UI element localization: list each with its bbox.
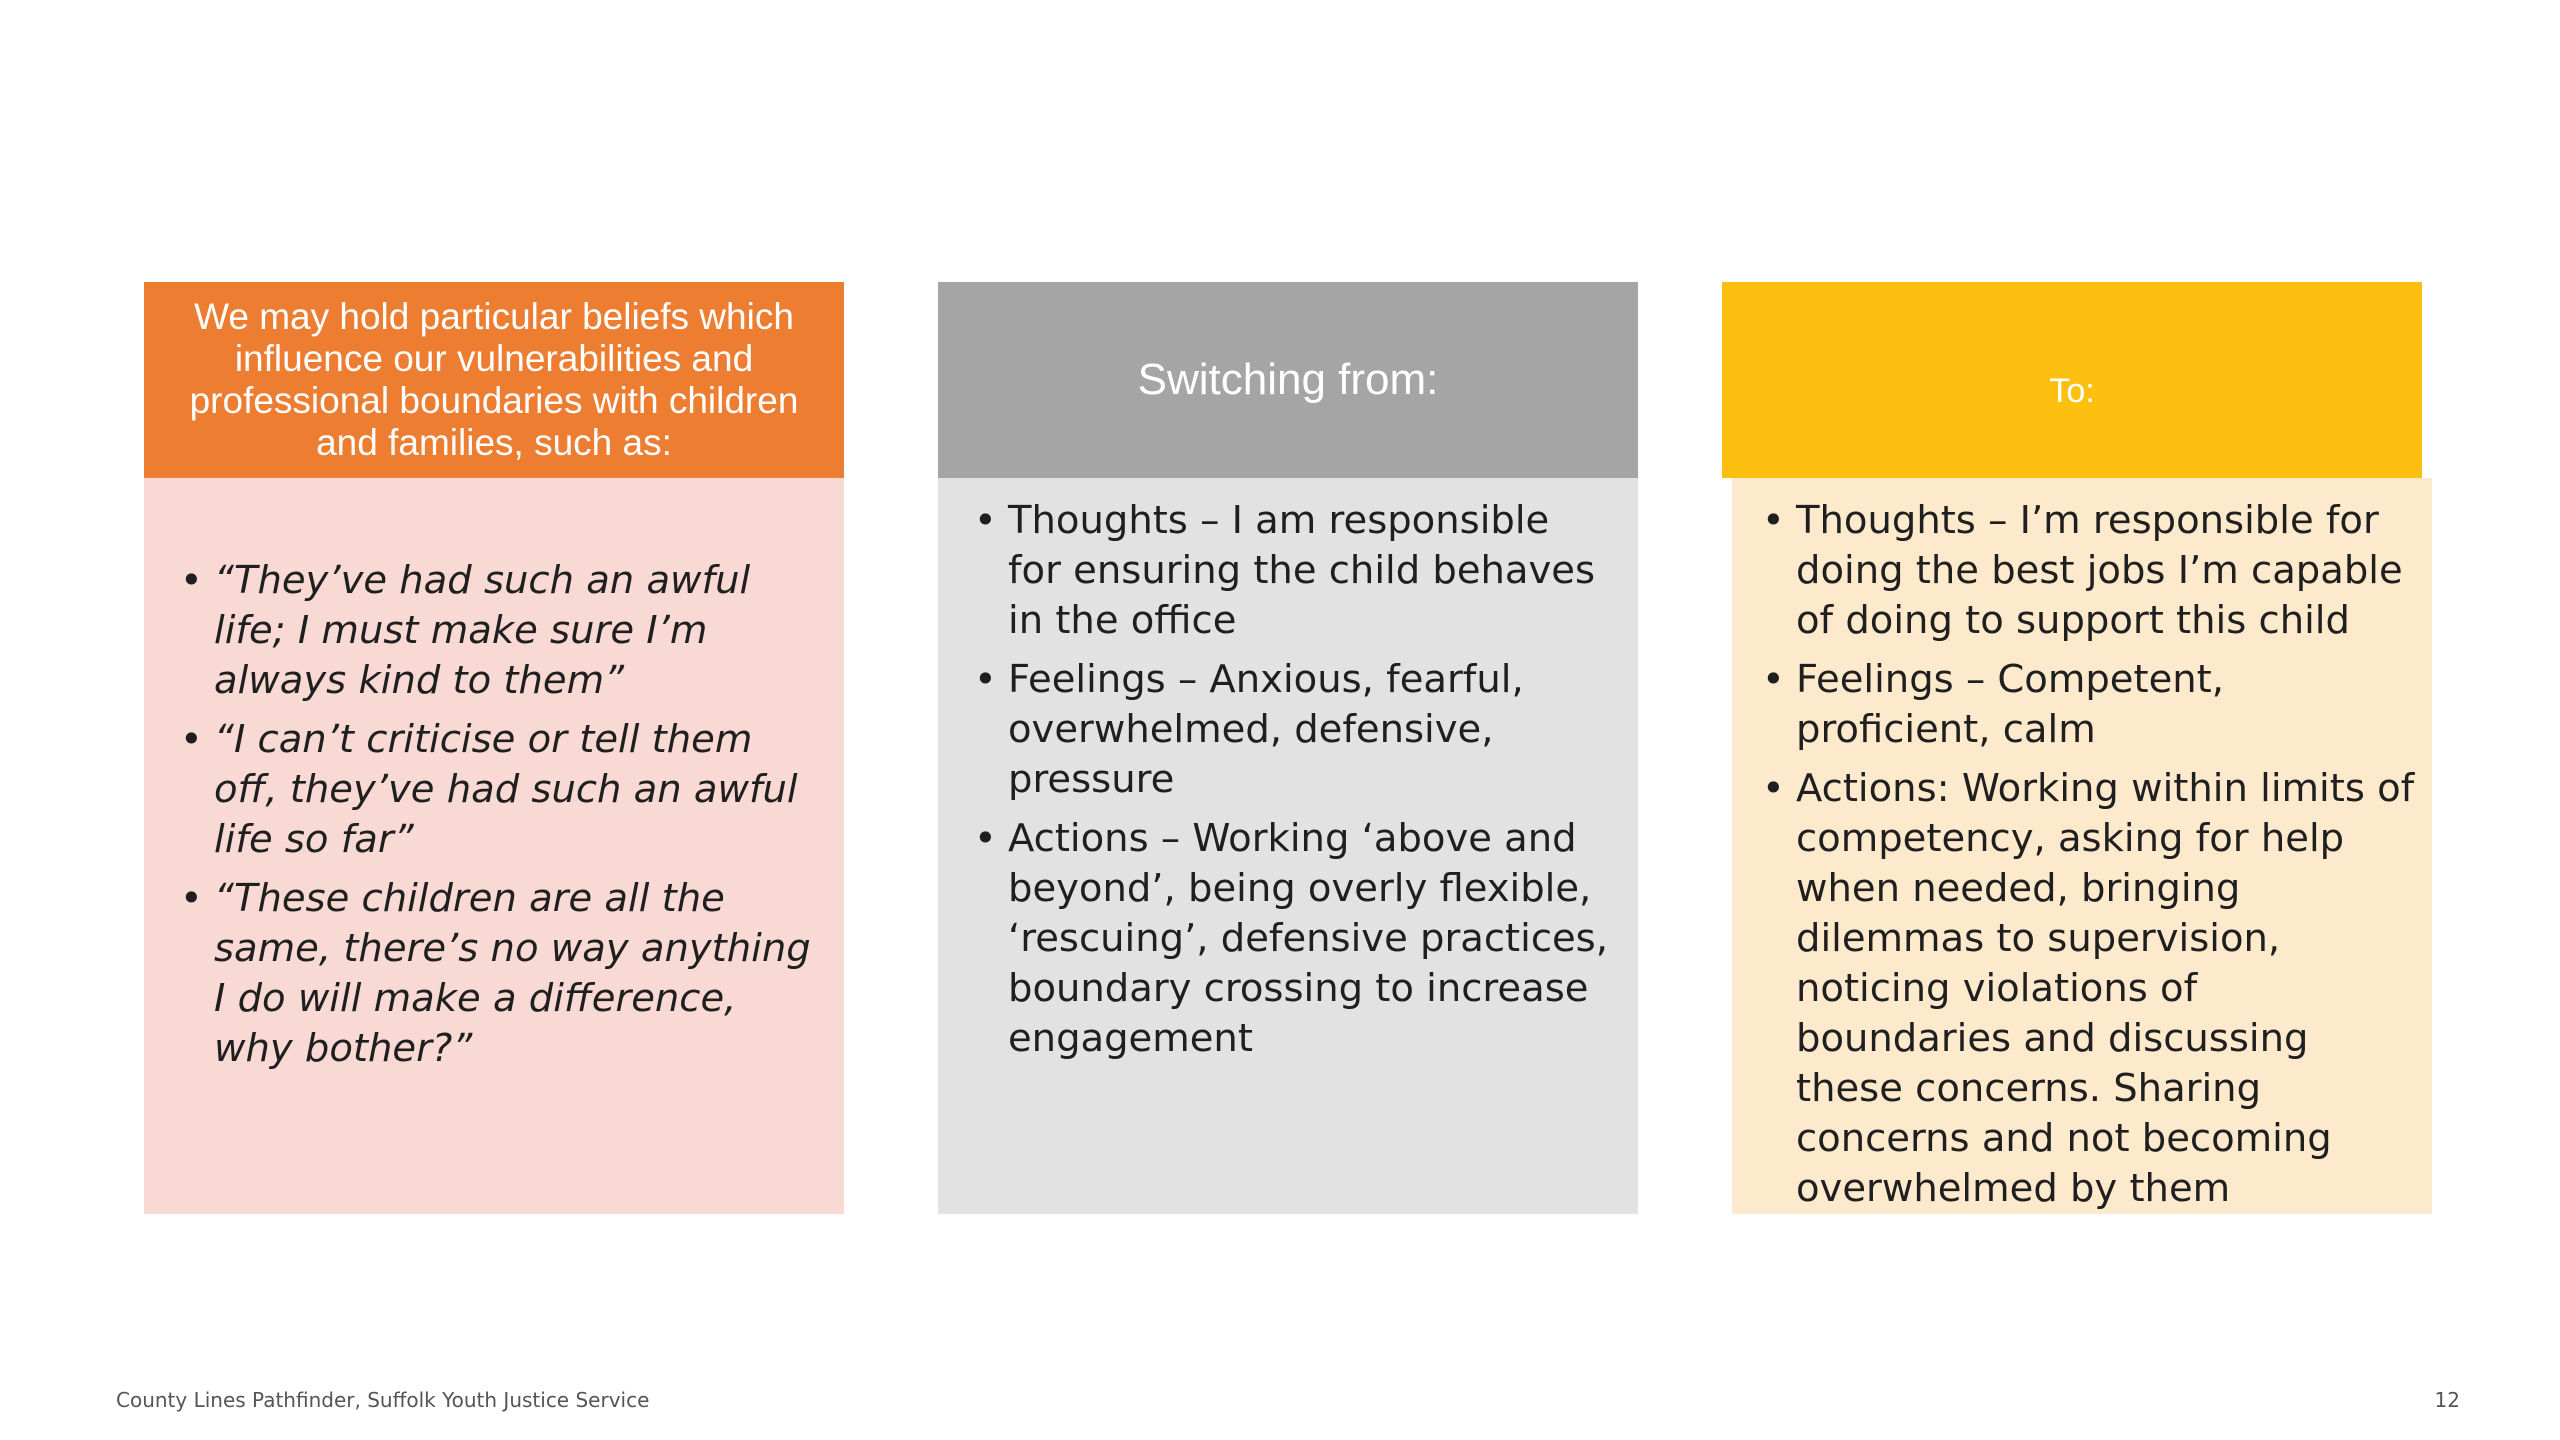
list-item: • Actions: Working within limits of competency, asking for help when needed, bringing dilemmas to supervision, noticing violations of boundaries and discussing these concerns. Sharing concerns and not becoming overwhelmed by them <box>1762 766 2415 1211</box>
belief-text: “I can’t criticise or tell them off, they’ve had such an awful life so far” <box>214 717 798 862</box>
beliefs-list <box>158 556 820 1074</box>
beliefs-body <box>144 478 844 1214</box>
beliefs-column <box>144 282 844 1214</box>
from-text: Actions – Working ‘above and beyond’, being overly flexible, ‘rescuing’, defensive practices, boundary crossing to increase engagement <box>1008 816 1608 1061</box>
from-text: Feelings – Anxious, fearful, overwhelmed, defensive, pressure <box>1008 657 1524 802</box>
list-item: • Actions – Working ‘above and beyond’, being overly flexible, ‘rescuing’, defensive practices, boundary crossing to increase engagement <box>974 816 1608 1061</box>
switching-from-column <box>938 282 1638 1214</box>
list-item: • Thoughts – I’m responsible for doing the best jobs I’m capable of doing to support this child <box>1762 498 2403 643</box>
list-item: • “They’ve had such an awful life; I must make sure I’m always kind to them” <box>180 558 751 703</box>
footer-source: County Lines Pathfinder, Suffolk Youth Justice Service <box>116 1388 650 1412</box>
switching-to-body <box>1732 478 2432 1214</box>
to-text: Thoughts – I’m responsible for doing the best jobs I’m capable of doing to support this child <box>1796 498 2403 643</box>
list-item: • Feelings – Anxious, fearful, overwhelmed, defensive, pressure <box>974 657 1524 802</box>
beliefs-heading: We may hold particular beliefs which influence our vulnerabilities and professional boundaries with children and families, such as: <box>144 282 844 478</box>
switching-from-list <box>952 496 1614 1064</box>
switching-to-list <box>1740 496 2422 1214</box>
switching-from-body <box>938 478 1638 1214</box>
switching-to-column <box>1722 282 2432 1214</box>
to-text: Actions: Working within limits of competency, asking for help when needed, bringing dilemmas to supervision, noticing violations of boundaries and discussing these concerns. Sharing concerns and not becoming overwhelmed by them <box>1796 766 2415 1211</box>
belief-text: “These children are all the same, there’s no way anything I do will make a difference, why bother?” <box>214 876 811 1071</box>
belief-text: “They’ve had such an awful life; I must make sure I’m always kind to them” <box>214 558 751 703</box>
list-item: • “I can’t criticise or tell them off, they’ve had such an awful life so far” <box>180 717 798 862</box>
from-text: Thoughts – I am responsible for ensuring the child behaves in the office <box>1008 498 1596 643</box>
page-number: 12 <box>2434 1388 2460 1412</box>
list-item: • Thoughts – I am responsible for ensuring the child behaves in the office <box>974 498 1596 643</box>
list-item: • Feelings – Competent, proficient, calm <box>1762 657 2225 752</box>
switching-from-heading: Switching from: <box>938 282 1638 478</box>
list-item: • “These children are all the same, there’s no way anything I do will make a difference, why bother?” <box>180 876 811 1071</box>
switching-to-heading: To: <box>1722 282 2422 478</box>
to-text: Feelings – Competent, proficient, calm <box>1796 657 2225 752</box>
